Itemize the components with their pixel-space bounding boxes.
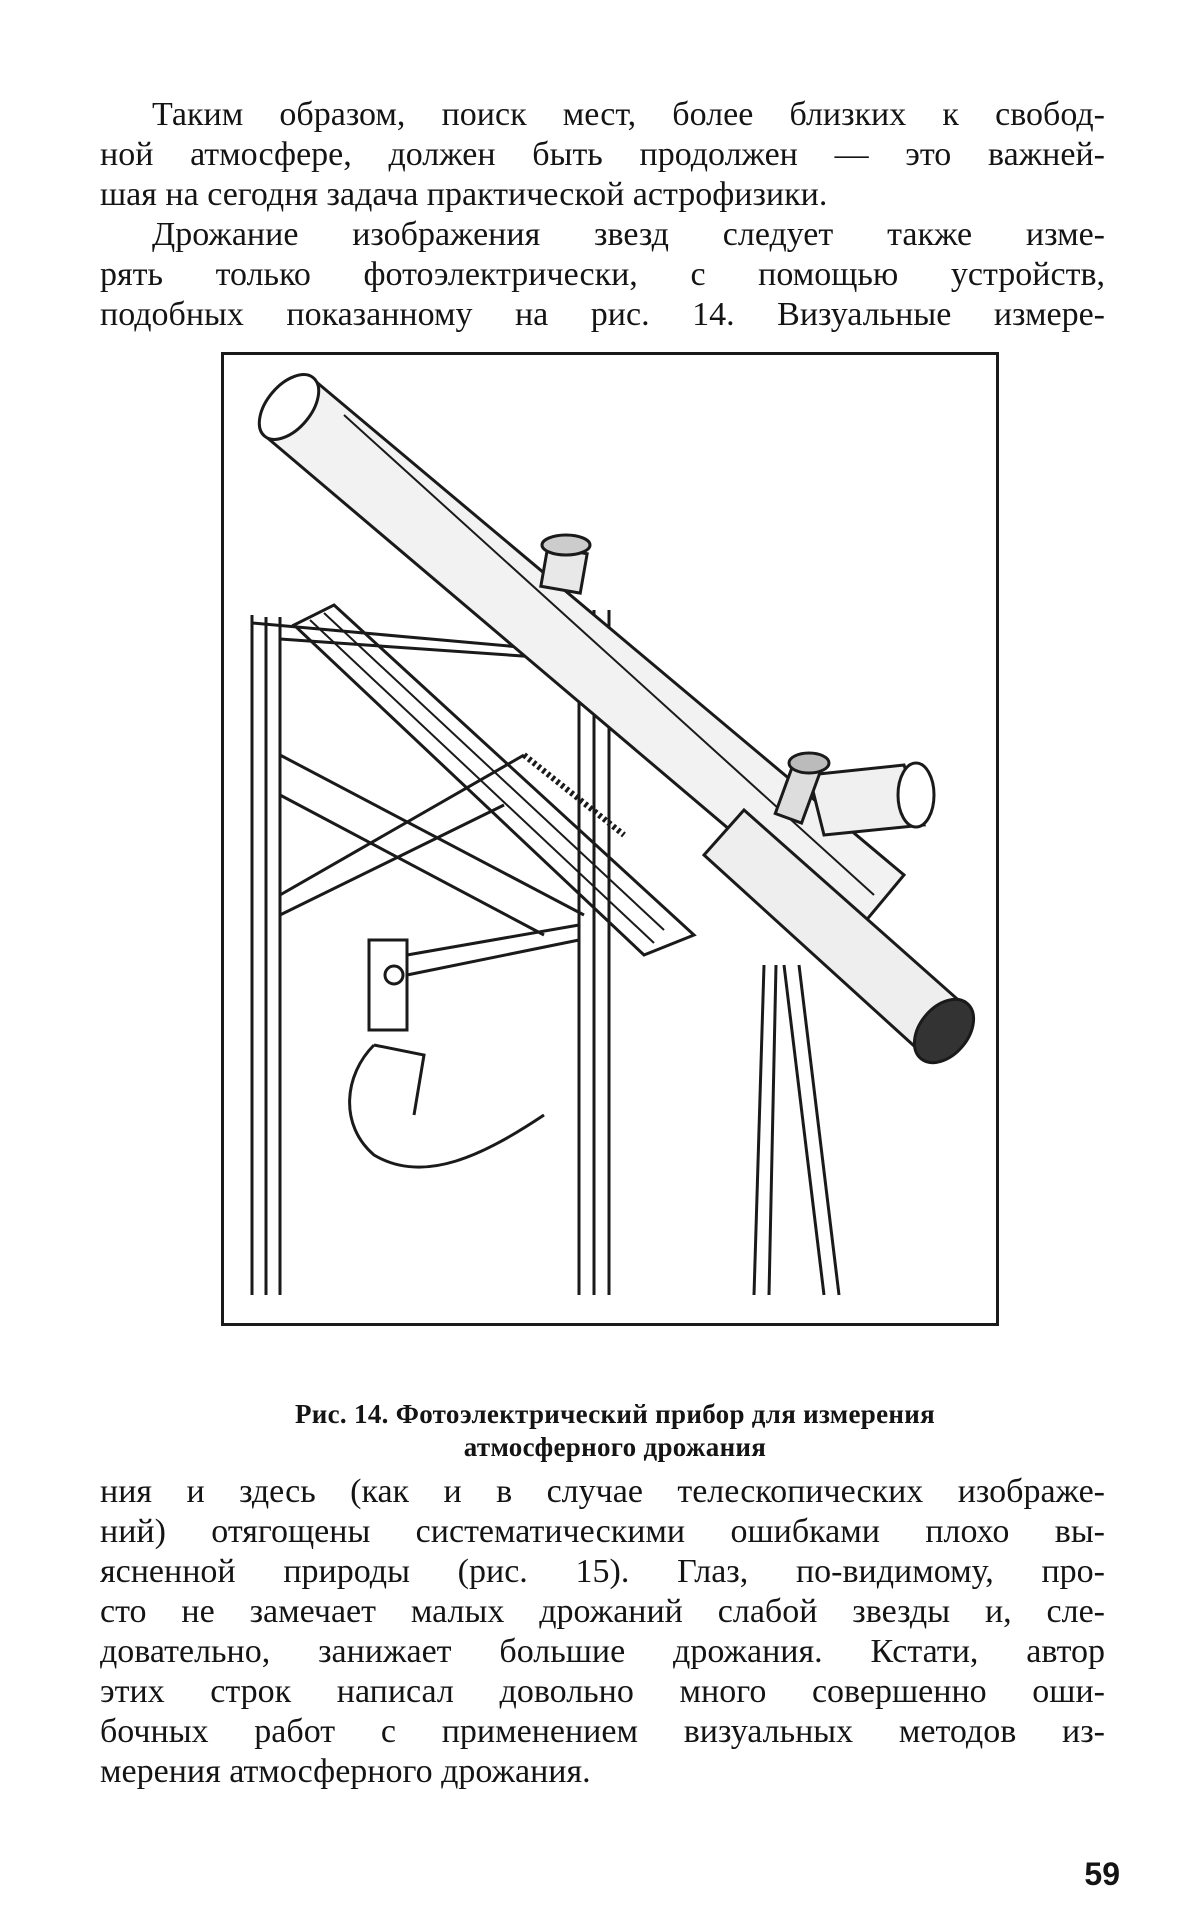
page-number: 59	[1084, 1856, 1120, 1892]
eyepiece	[541, 535, 590, 593]
paragraph-second	[100, 215, 1105, 335]
text-line: Таким образом, поиск мест, более близких к свобод-	[152, 96, 1105, 133]
caption-line: Рис. 14. Фотоэлектрический прибор для измерения	[294, 1399, 935, 1429]
photoelectric-instrument-drawing	[224, 355, 996, 1323]
text-line: ясненной природы (рис. 15). Глаз, по-видимому, про-	[100, 1553, 1105, 1590]
text-line: бочных работ с применением визуальных методов из-	[100, 1713, 1105, 1750]
text-line: подобных показанному на рис. 14. Визуальные измере-	[100, 296, 1105, 333]
caption-line: атмосферного дрожания	[463, 1432, 767, 1462]
text-line: рять только фотоэлектрически, с помощью устройств,	[100, 256, 1105, 293]
text-line: шая на сегодня задача практической астрофизики.	[100, 176, 828, 213]
figure-telescope-illustration	[221, 352, 999, 1326]
text-line: сто не замечает малых дрожаний слабой звезды и, сле-	[100, 1593, 1105, 1630]
telescope-tube	[248, 364, 904, 935]
frame-post-left	[252, 615, 280, 1295]
text-line: ния и здесь (как и в случае телескопических изображе-	[100, 1473, 1105, 1510]
text-line: ний) отягощены систематическими ошибками плохо вы-	[100, 1513, 1105, 1550]
text-line: довательно, занижает большие дрожания. Кстати, автор	[100, 1633, 1105, 1670]
paragraph-bottom	[100, 1472, 1105, 1792]
text-line: этих строк написал довольно много совершенно оши-	[100, 1673, 1105, 1710]
paragraph-top	[100, 95, 1105, 215]
text-line: ной атмосфере, должен быть продолжен — это важней-	[100, 136, 1105, 173]
side-cylinder	[809, 763, 934, 835]
figure-caption	[200, 1398, 1030, 1464]
text-line: Дрожание изображения звезд следует также изме-	[152, 216, 1105, 253]
text-line: мерения атмосферного дрожания.	[100, 1753, 591, 1790]
